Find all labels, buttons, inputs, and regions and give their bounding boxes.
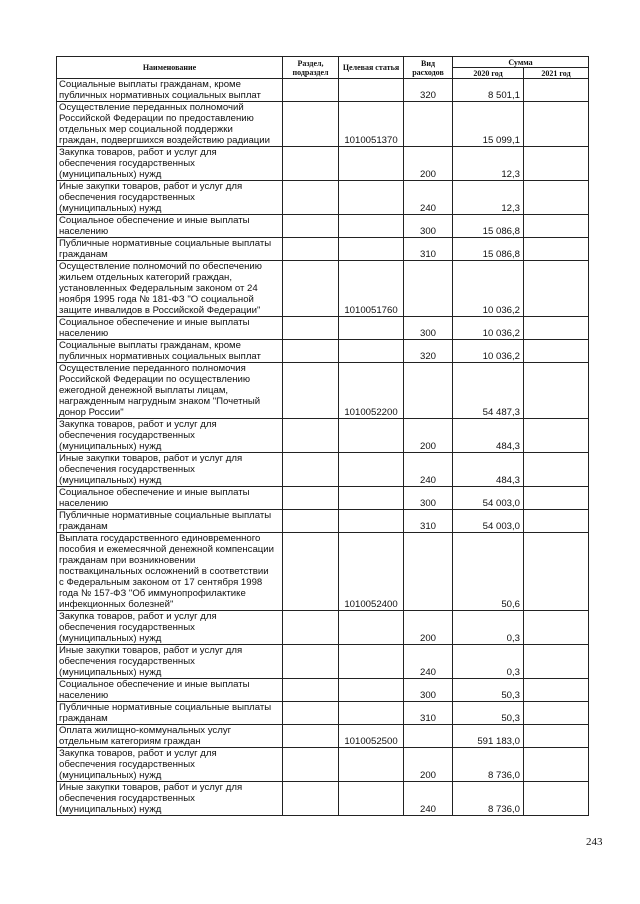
cell-section <box>283 725 339 748</box>
cell-2020: 15 086,8 <box>453 215 524 238</box>
cell-target <box>339 419 404 453</box>
header-section: Раздел, подраздел <box>283 57 339 79</box>
cell-2020: 8 736,0 <box>453 782 524 816</box>
header-type: Вид расходов <box>404 57 453 79</box>
cell-type: 300 <box>404 215 453 238</box>
table-row <box>57 748 589 782</box>
cell-target <box>339 215 404 238</box>
cell-section <box>283 453 339 487</box>
cell-2021 <box>524 340 589 363</box>
cell-target: 1010052200 <box>339 363 404 419</box>
cell-target <box>339 487 404 510</box>
cell-target <box>339 181 404 215</box>
cell-2020: 8 736,0 <box>453 748 524 782</box>
cell-2021 <box>524 679 589 702</box>
cell-name: Публичные нормативные социальные выплаты гражданам <box>57 510 283 533</box>
cell-2021 <box>524 261 589 317</box>
cell-section <box>283 147 339 181</box>
table-row <box>57 147 589 181</box>
cell-2020: 0,3 <box>453 611 524 645</box>
cell-name: Закупка товаров, работ и услуг для обеспечения государственных (муниципальных) нужд <box>57 611 283 645</box>
cell-type: 310 <box>404 238 453 261</box>
cell-2020: 10 036,2 <box>453 340 524 363</box>
cell-2021 <box>524 748 589 782</box>
cell-target <box>339 679 404 702</box>
cell-2021 <box>524 79 589 102</box>
cell-2021 <box>524 181 589 215</box>
table-row <box>57 363 589 419</box>
cell-name: Социальное обеспечение и иные выплаты населению <box>57 679 283 702</box>
cell-type: 200 <box>404 748 453 782</box>
cell-section <box>283 102 339 147</box>
table-body <box>57 79 589 816</box>
cell-type: 300 <box>404 487 453 510</box>
cell-2020: 15 099,1 <box>453 102 524 147</box>
header-year-2021: 2021 год <box>524 68 589 79</box>
cell-type: 240 <box>404 453 453 487</box>
cell-name: Социальное обеспечение и иные выплаты населению <box>57 317 283 340</box>
table-row <box>57 79 589 102</box>
table-row <box>57 238 589 261</box>
cell-2020: 591 183,0 <box>453 725 524 748</box>
cell-type: 300 <box>404 317 453 340</box>
cell-2020: 0,3 <box>453 645 524 679</box>
cell-type <box>404 102 453 147</box>
cell-name: Социальное обеспечение и иные выплаты населению <box>57 215 283 238</box>
cell-type: 320 <box>404 340 453 363</box>
cell-name: Публичные нормативные социальные выплаты гражданам <box>57 702 283 725</box>
table-row <box>57 510 589 533</box>
cell-2021 <box>524 702 589 725</box>
cell-section <box>283 645 339 679</box>
cell-2020: 54 003,0 <box>453 487 524 510</box>
cell-section <box>283 363 339 419</box>
table-row <box>57 453 589 487</box>
cell-section <box>283 419 339 453</box>
cell-type <box>404 363 453 419</box>
cell-section <box>283 679 339 702</box>
cell-name: Закупка товаров, работ и услуг для обеспечения государственных (муниципальных) нужд <box>57 748 283 782</box>
cell-name: Социальные выплаты гражданам, кроме публичных нормативных социальных выплат <box>57 340 283 363</box>
cell-target <box>339 340 404 363</box>
cell-2020: 10 036,2 <box>453 261 524 317</box>
table-row <box>57 702 589 725</box>
cell-target: 1010051370 <box>339 102 404 147</box>
header-name: Наименование <box>57 57 283 79</box>
cell-name: Социальные выплаты гражданам, кроме публичных нормативных социальных выплат <box>57 79 283 102</box>
cell-type <box>404 533 453 611</box>
cell-2020: 15 086,8 <box>453 238 524 261</box>
cell-2021 <box>524 147 589 181</box>
cell-name: Осуществление переданных полномочий Российской Федерации по предоставлению отдельных мер социальной поддержки граждан, подвергшихся воздействию радиации <box>57 102 283 147</box>
cell-name: Закупка товаров, работ и услуг для обеспечения государственных (муниципальных) нужд <box>57 419 283 453</box>
cell-section <box>283 261 339 317</box>
header-year-2020: 2020 год <box>453 68 524 79</box>
cell-target <box>339 645 404 679</box>
cell-name: Осуществление переданного полномочия Российской Федерации по осуществлению ежегодной денежной выплаты лицам, награжденным нагрудным знаком "Почетный донор России" <box>57 363 283 419</box>
table-row <box>57 261 589 317</box>
cell-section <box>283 317 339 340</box>
cell-target <box>339 611 404 645</box>
cell-2021 <box>524 102 589 147</box>
cell-type <box>404 261 453 317</box>
cell-section <box>283 238 339 261</box>
cell-2021 <box>524 533 589 611</box>
cell-target <box>339 453 404 487</box>
cell-2021 <box>524 510 589 533</box>
table-row <box>57 645 589 679</box>
header-target: Целевая статья <box>339 57 404 79</box>
cell-2021 <box>524 453 589 487</box>
cell-type: 240 <box>404 645 453 679</box>
cell-2021 <box>524 782 589 816</box>
page-number: 243 <box>586 836 603 848</box>
table-row <box>57 533 589 611</box>
cell-2021 <box>524 487 589 510</box>
cell-target: 1010051760 <box>339 261 404 317</box>
cell-2020: 8 501,1 <box>453 79 524 102</box>
cell-2021 <box>524 317 589 340</box>
cell-section <box>283 487 339 510</box>
cell-type: 310 <box>404 510 453 533</box>
table-header <box>57 57 589 79</box>
cell-2020: 12,3 <box>453 147 524 181</box>
table-row <box>57 611 589 645</box>
cell-target: 1010052400 <box>339 533 404 611</box>
table-row <box>57 419 589 453</box>
cell-2020: 484,3 <box>453 419 524 453</box>
table-row <box>57 215 589 238</box>
cell-name: Закупка товаров, работ и услуг для обеспечения государственных (муниципальных) нужд <box>57 147 283 181</box>
cell-2020: 50,6 <box>453 533 524 611</box>
cell-target <box>339 510 404 533</box>
cell-target <box>339 147 404 181</box>
cell-section <box>283 510 339 533</box>
cell-type: 310 <box>404 702 453 725</box>
cell-target <box>339 748 404 782</box>
cell-type <box>404 725 453 748</box>
cell-type: 240 <box>404 181 453 215</box>
cell-target <box>339 238 404 261</box>
cell-name: Иные закупки товаров, работ и услуг для обеспечения государственных (муниципальных) нужд <box>57 453 283 487</box>
cell-2020: 50,3 <box>453 702 524 725</box>
cell-2020: 50,3 <box>453 679 524 702</box>
cell-target <box>339 782 404 816</box>
cell-section <box>283 702 339 725</box>
table-row <box>57 487 589 510</box>
cell-section <box>283 181 339 215</box>
table-row <box>57 317 589 340</box>
cell-type: 200 <box>404 147 453 181</box>
cell-type: 320 <box>404 79 453 102</box>
cell-type: 200 <box>404 419 453 453</box>
cell-2021 <box>524 215 589 238</box>
budget-table <box>56 56 589 816</box>
cell-2020: 10 036,2 <box>453 317 524 340</box>
cell-type: 200 <box>404 611 453 645</box>
cell-name: Социальное обеспечение и иные выплаты населению <box>57 487 283 510</box>
cell-name: Осуществление полномочий по обеспечению жильем отдельных категорий граждан, установленных Федеральным законом от 24 ноября 1995 года № 181-ФЗ "О социальной защите инвалидов в Российской Федерации" <box>57 261 283 317</box>
cell-section <box>283 340 339 363</box>
table-row <box>57 725 589 748</box>
table-row <box>57 102 589 147</box>
cell-name: Иные закупки товаров, работ и услуг для обеспечения государственных (муниципальных) нужд <box>57 181 283 215</box>
cell-2021 <box>524 238 589 261</box>
table-row <box>57 782 589 816</box>
cell-2020: 54 487,3 <box>453 363 524 419</box>
cell-2021 <box>524 645 589 679</box>
cell-name: Публичные нормативные социальные выплаты гражданам <box>57 238 283 261</box>
header-sum: Сумма <box>453 57 589 68</box>
cell-section <box>283 215 339 238</box>
cell-name: Оплата жилищно-коммунальных услуг отдельным категориям граждан <box>57 725 283 748</box>
cell-2021 <box>524 363 589 419</box>
table-row <box>57 340 589 363</box>
cell-name: Выплата государственного единовременного пособия и ежемесячной денежной компенсации гражданам при возникновении поствакцинальных осложнений в соответствии с Федеральным законом от 17 сентября 1998 года № 157-ФЗ "Об иммунопрофилактике инфекционных болезней" <box>57 533 283 611</box>
cell-2020: 54 003,0 <box>453 510 524 533</box>
table-row <box>57 181 589 215</box>
cell-2020: 484,3 <box>453 453 524 487</box>
cell-target <box>339 79 404 102</box>
cell-2021 <box>524 725 589 748</box>
cell-target <box>339 317 404 340</box>
cell-name: Иные закупки товаров, работ и услуг для обеспечения государственных (муниципальных) нужд <box>57 782 283 816</box>
cell-2020: 12,3 <box>453 181 524 215</box>
cell-2021 <box>524 611 589 645</box>
cell-section <box>283 79 339 102</box>
cell-2021 <box>524 419 589 453</box>
cell-section <box>283 748 339 782</box>
cell-target: 1010052500 <box>339 725 404 748</box>
cell-section <box>283 533 339 611</box>
cell-type: 240 <box>404 782 453 816</box>
cell-target <box>339 702 404 725</box>
cell-section <box>283 782 339 816</box>
cell-name: Иные закупки товаров, работ и услуг для обеспечения государственных (муниципальных) нужд <box>57 645 283 679</box>
cell-type: 300 <box>404 679 453 702</box>
table-row <box>57 679 589 702</box>
cell-section <box>283 611 339 645</box>
